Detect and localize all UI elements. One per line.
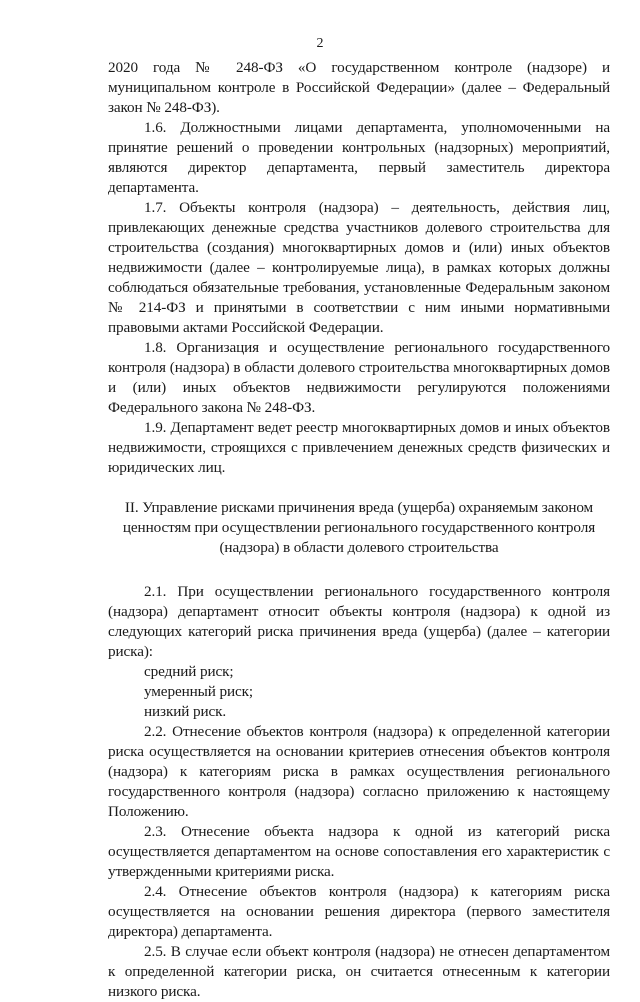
paragraph-2-5: 2.5. В случае если объект контроля (надзора) не отнесен департаментом к определенной категории риска, он считается отнесенным к категории низкого риска.	[108, 943, 610, 1000]
paragraph-2-2: 2.2. Отнесение объектов контроля (надзора) к определенной категории риска осуществляется на основании критериев отнесения объектов контроля (надзора) к категориям риска в рамках осуществления регионального государственного контроля (надзора) согласно приложению к настоящему Положению.	[108, 723, 610, 820]
section-2-body	[108, 582, 610, 1002]
section-2-heading	[108, 498, 610, 558]
paragraph-risk-1: средний риск;	[144, 663, 234, 680]
paragraph-cont: 2020 года № 248-ФЗ «О государственном контроле (надзоре) и муниципальном контроле в Российской Федерации» (далее – Федеральный закон № 248-ФЗ).	[108, 59, 610, 116]
section-heading-line: ценностям при осуществлении регионального государственного контроля	[122, 519, 596, 536]
section-heading-line: II. Управление рисками причинения вреда (ущерба) охраняемым законом	[124, 499, 594, 516]
paragraph-1-8: 1.8. Организация и осуществление регионального государственного контроля (надзора) в области долевого строительства многоквартирных домов и (или) иных объектов недвижимости регулируются положениями Федерального закона № 248-ФЗ.	[108, 339, 610, 416]
paragraph-risk-3: низкий риск.	[144, 703, 227, 720]
paragraph-1-9: 1.9. Департамент ведет реестр многоквартирных домов и иных объектов недвижимости, строящихся с привлечением денежных средств физических и юридических лиц.	[108, 419, 610, 476]
paragraph-1-7: 1.7. Объекты контроля (надзора) – деятельность, действия лиц, привлекающих денежные средства участников долевого строительства для строительства (создания) многоквартирных домов и (или) иных объектов недвижимости (далее – контролируемые лица), в рамках которых должны соблюдаться обязательные требования, установленные Федеральным законом № 214-ФЗ и принятыми в соответствии с ним иными нормативными правовыми актами Российской Федерации.	[108, 199, 610, 336]
paragraph-2-4: 2.4. Отнесение объектов контроля (надзора) к категориям риска осуществляется на основании решения директора (первого заместителя директора) департамента.	[108, 883, 610, 940]
document-body	[108, 58, 610, 1002]
paragraph-2-1: 2.1. При осуществлении регионального государственного контроля (надзора) департамент относит объекты контроля (надзора) к одной из следующих категорий риска причинения вреда (ущерба) (далее – категории риска):	[108, 583, 610, 660]
section-1-continuation	[108, 58, 610, 478]
section-heading-line: (надзора) в области долевого строительства	[219, 539, 499, 556]
paragraph-1-6: 1.6. Должностными лицами департамента, уполномоченными на принятие решений о проведении контрольных (надзорных) мероприятий, являются директор департамента, первый заместитель директора департамента.	[108, 119, 610, 196]
page-number: 2	[316, 36, 324, 51]
paragraph-risk-2: умеренный риск;	[144, 683, 254, 700]
paragraph-2-3: 2.3. Отнесение объекта надзора к одной из категорий риска осуществляется департаментом на основе сопоставления его характеристик с утвержденными критериями риска.	[108, 823, 610, 880]
